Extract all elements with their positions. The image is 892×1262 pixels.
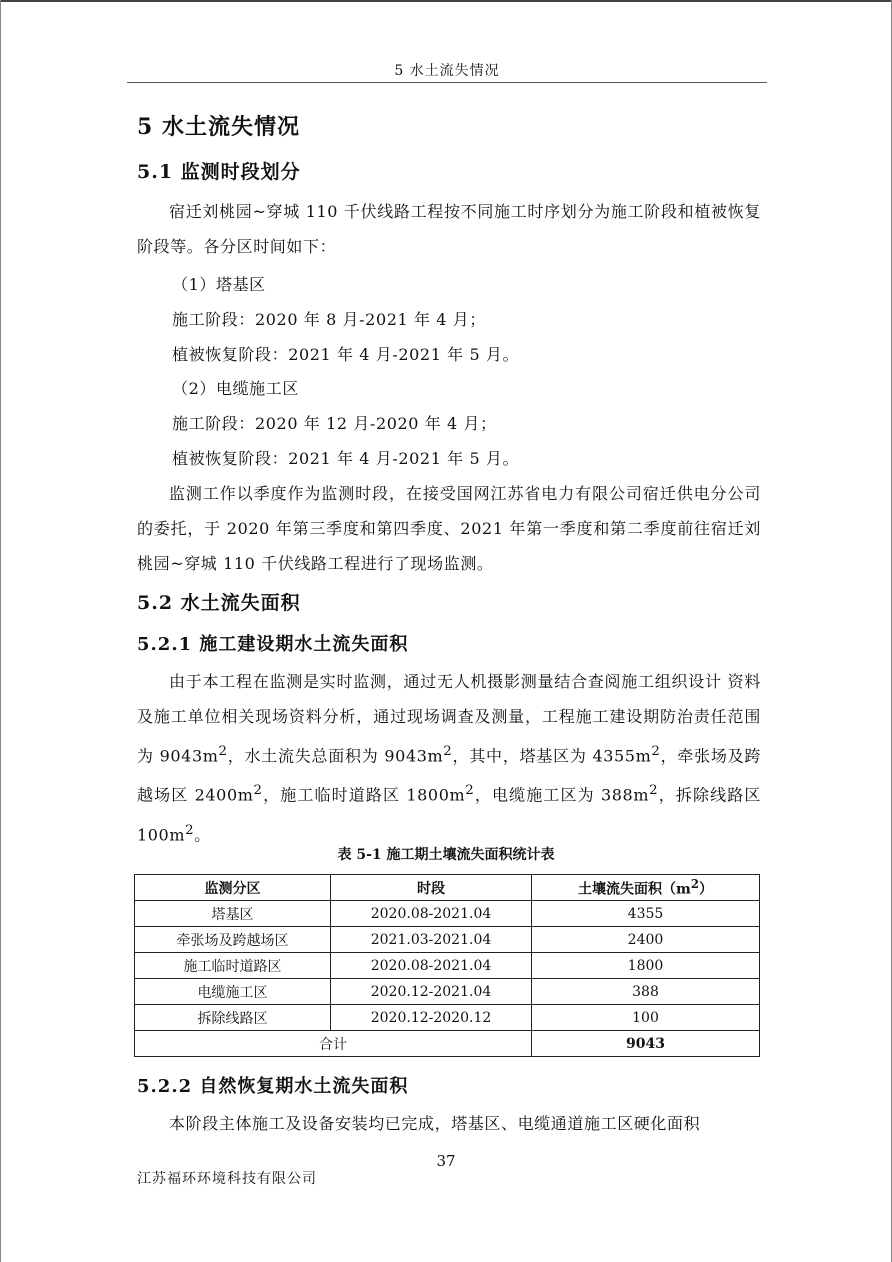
table-row bbox=[135, 953, 760, 979]
table-cell: 1800 bbox=[532, 953, 760, 979]
period-item: 施工阶段：2020 年 8 月-2021 年 4 月； bbox=[172, 310, 486, 329]
table-cell: 2021.03-2021.04 bbox=[331, 927, 532, 953]
section-title: 5 水土流失情况 bbox=[137, 114, 300, 140]
table-cell: 2020.12-2020.12 bbox=[331, 1005, 532, 1031]
page-number: 37 bbox=[436, 1152, 456, 1170]
subsection-5-2-title: 5.2 水土流失面积 bbox=[137, 592, 301, 614]
subsection-5-2-2-title: 5.2.2 自然恢复期水土流失面积 bbox=[137, 1076, 409, 1097]
soil-loss-area-table bbox=[134, 874, 760, 1057]
table-cell: 100 bbox=[532, 1005, 760, 1031]
table-caption: 表 5-1 施工期土壤流失面积统计表 bbox=[337, 847, 555, 863]
monitoring-paragraph: 监测工作以季度作为监测时段，在接受国网江苏省电力有限公司宿迁供电分公司的委托，于 2020 年第三季度和第四季度、2021 年第一季度和第二季度前往宿迁刘桃园~穿城 110 千伏线路工程进行了现场监测。 bbox=[137, 484, 761, 573]
table-cell: 拆除线路区 bbox=[135, 1005, 331, 1031]
column-header: 时段 bbox=[331, 875, 532, 901]
table-header-row bbox=[135, 875, 760, 901]
period-item: （2）电缆施工区 bbox=[172, 379, 299, 398]
period-item: （1）塔基区 bbox=[172, 275, 266, 294]
subsection-5-1-intro: 宿迁刘桃园~穿城 110 千伏线路工程按不同施工时序划分为施工阶段和植被恢复阶段等。各分区时间如下： bbox=[137, 202, 761, 256]
period-item: 植被恢复阶段：2021 年 4 月-2021 年 5 月。 bbox=[172, 449, 520, 468]
page-left-border bbox=[0, 0, 1, 1262]
table-total-row bbox=[135, 1031, 760, 1057]
total-value: 9043 bbox=[532, 1031, 760, 1057]
table-row bbox=[135, 927, 760, 953]
table-cell: 2400 bbox=[532, 927, 760, 953]
table-row bbox=[135, 979, 760, 1005]
company-name: 江苏福环环境科技有限公司 bbox=[137, 1171, 317, 1187]
page-top-border bbox=[0, 0, 892, 2]
header-rule bbox=[127, 82, 767, 83]
table-cell: 388 bbox=[532, 979, 760, 1005]
period-item: 施工阶段：2020 年 12 月-2020 年 4 月； bbox=[172, 414, 497, 433]
table-cell: 2020.08-2021.04 bbox=[331, 901, 532, 927]
subsection-5-2-1-title: 5.2.1 施工建设期水土流失面积 bbox=[137, 634, 409, 655]
running-header: 5 水土流失情况 bbox=[394, 63, 500, 79]
construction-area-paragraph: 由于本工程在监测是实时监测，通过无人机摄影测量结合查阅施工组织设计 资料及施工单位相关现场资料分析，通过现场调查及测量，工程施工建设期防治责任范围为 $9043m^2$，水土流失总面积为 $9043m^2$，其中，塔基区为 $4355m^2$，牵张场及跨越场区 $2400m^2$，施工临时道路区 $1800m^2$，电缆施工区为 $388m^2$，拆除线路区 $100m^2$。 bbox=[137, 672, 761, 844]
table-cell: 4355 bbox=[532, 901, 760, 927]
column-header: 监测分区 bbox=[135, 875, 331, 901]
table-cell: 2020.12-2021.04 bbox=[331, 979, 532, 1005]
table-cell: 施工临时道路区 bbox=[135, 953, 331, 979]
natural-recovery-paragraph: 本阶段主体施工及设备安装均已完成，塔基区、电缆通道施工区硬化面积 bbox=[169, 1114, 701, 1133]
table-row bbox=[135, 1005, 760, 1031]
table-row bbox=[135, 901, 760, 927]
table-cell: 电缆施工区 bbox=[135, 979, 331, 1005]
table-cell: 牵张场及跨越场区 bbox=[135, 927, 331, 953]
column-header: 土壤流失面积$(m^2)$ bbox=[532, 875, 760, 901]
subsection-5-1-title: 5.1 监测时段划分 bbox=[137, 161, 301, 183]
table-cell: 2020.08-2021.04 bbox=[331, 953, 532, 979]
total-label: 合计 bbox=[135, 1031, 532, 1057]
period-item: 植被恢复阶段：2021 年 4 月-2021 年 5 月。 bbox=[172, 345, 520, 364]
table-cell: 塔基区 bbox=[135, 901, 331, 927]
